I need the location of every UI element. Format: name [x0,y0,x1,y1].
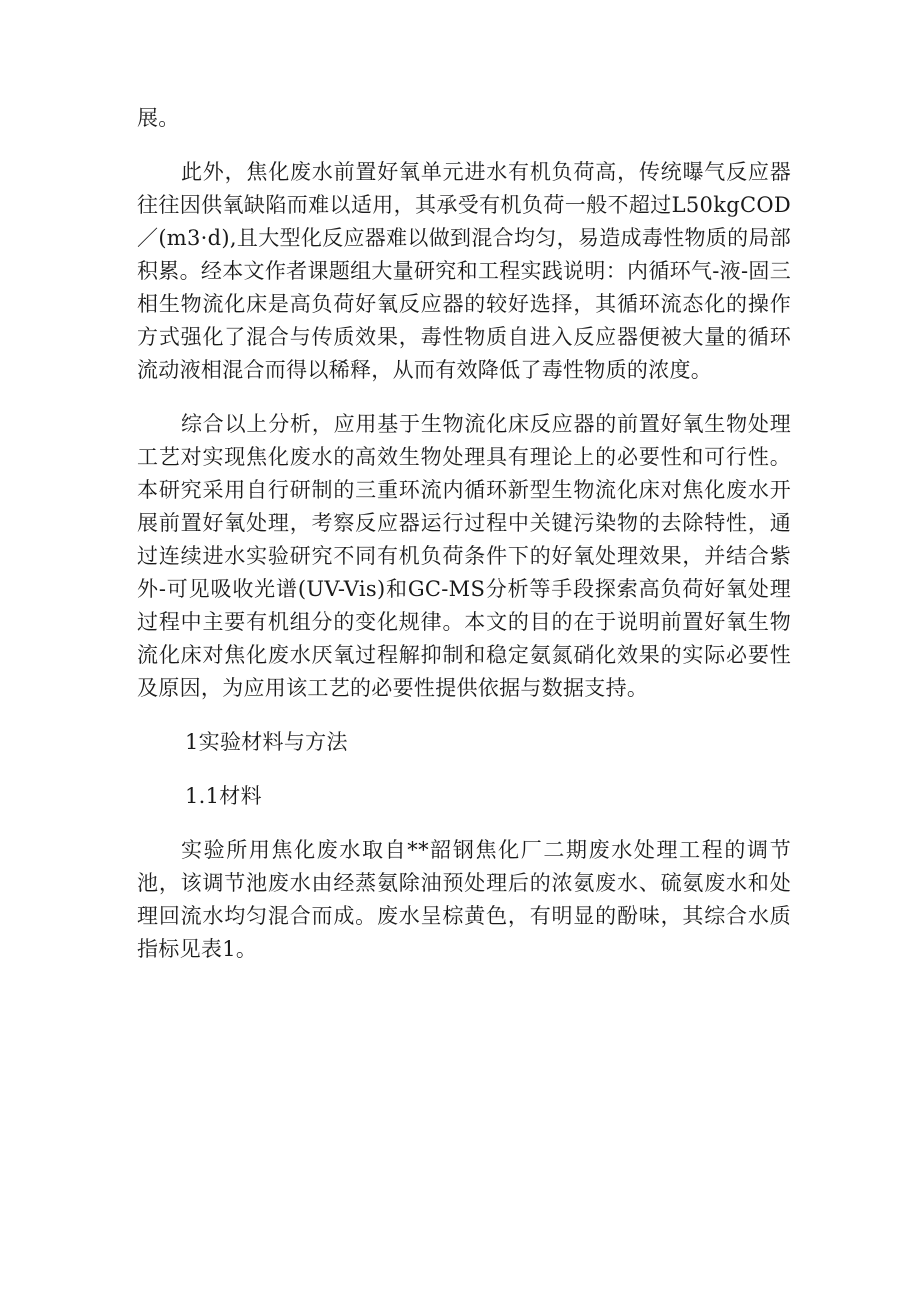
paragraph-reactor-limitations: 此外，焦化废水前置好氧单元进水有机负荷高，传统曝气反应器往往因供氧缺陷而难以适用，其承受有机负荷一般不超过L50kgCOD／(m3·d),且大型化反应器难以做到混合均匀，易造成毒性物质的局部积累。经本文作者课题组大量研究和工程实践说明：内循环气-液-固三相生物流化床是高负荷好氧反应器的较好选择，其循环流态化的操作方式强化了混合与传质效果，毒性物质自进入反应器便被大量的循环流动液相混合而得以稀释，从而有效降低了毒性物质的浓度。 [137,160,791,382]
section-heading-materials-methods: 1实验材料与方法 [185,730,348,754]
subsection-heading-materials: 1.1材料 [185,784,262,808]
continuation-text: 展。 [137,106,180,130]
paragraph-wastewater-source: 实验所用焦化废水取自**韶钢焦化厂二期废水处理工程的调节池，该调节池废水由经蒸氨除油预处理后的浓氨废水、硫氨废水和处理回流水均匀混合而成。废水呈棕黄色，有明显的酚味，其综合水质指标见表1。 [137,838,791,961]
document-body [137,102,791,987]
paragraph-research-summary: 综合以上分析，应用基于生物流化床反应器的前置好氧生物处理工艺对实现焦化废水的高效生物处理具有理论上的必要性和可行性。本研究采用自行研制的三重环流内循环新型生物流化床对焦化废水开展前置好氧处理，考察反应器运行过程中关键污染物的去除特性，通过连续进水实验研究不同有机负荷条件下的好氧处理效果，并结合紫外-可见吸收光谱(UV-Vis)和GC-MS分析等手段探索高负荷好氧处理过程中主要有机组分的变化规律。本文的目的在于说明前置好氧生物流化床对焦化废水厌氧过程解抑制和稳定氨氮硝化效果的实际必要性及原因，为应用该工艺的必要性提供依据与数据支持。 [137,412,791,700]
